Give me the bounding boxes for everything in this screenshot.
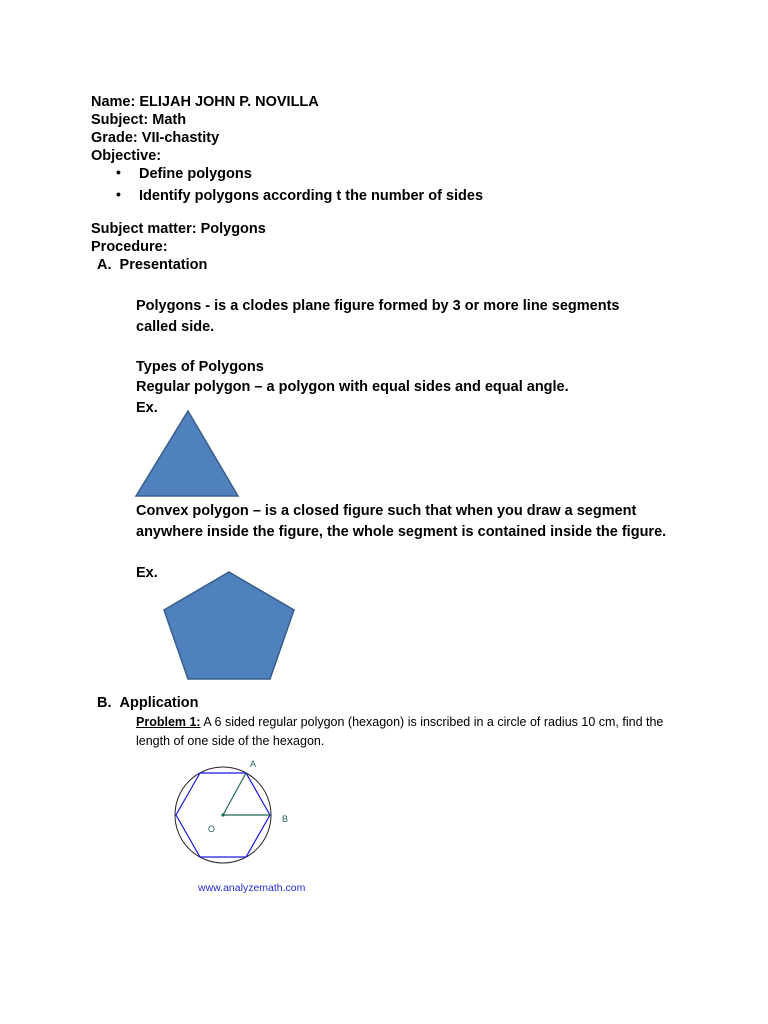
- hexagon-circle-figure: [170, 756, 300, 871]
- bullet-icon: •: [116, 186, 121, 202]
- polygon-definition: Polygons - is a clodes plane figure formed by 3 or more line segments called side.: [136, 298, 620, 335]
- bullet-icon: •: [116, 164, 121, 180]
- point-a-label: A: [250, 759, 257, 769]
- example-label-1: Ex.: [136, 400, 158, 416]
- problem-label: Problem 1:: [136, 715, 201, 729]
- problem-text: A 6 sided regular polygon (hexagon) is inscribed in a circle of radius 10 cm, find the length of one side of the hexagon.: [136, 715, 664, 748]
- subject-line: [91, 111, 186, 129]
- types-heading: Types of Polygons: [136, 359, 264, 375]
- section-a-title: Presentation: [119, 257, 208, 273]
- grade-label: Grade:: [91, 130, 138, 146]
- subject-value: Math: [152, 112, 187, 128]
- section-b-heading: [97, 694, 198, 712]
- section-b-marker: B.: [97, 695, 112, 711]
- problem-1: [136, 713, 681, 751]
- point-o-label: O: [208, 824, 216, 834]
- grade-value: VII-chastity: [141, 130, 220, 146]
- section-a-marker: A.: [97, 257, 112, 273]
- objective-label: Objective:: [91, 148, 162, 164]
- convex-polygon-definition: Convex polygon – is a closed figure such that when you draw a segment anywhere inside the figure, the whole segment is contained inside the figure.: [136, 503, 667, 540]
- section-a-heading: [97, 256, 207, 274]
- subject-matter: Subject matter: Polygons: [91, 221, 266, 237]
- name-value: ELIJAH JOHN P. NOVILLA: [139, 94, 319, 110]
- pentagon-shape: [161, 570, 297, 682]
- watermark-link: www.analyzemath.com: [198, 882, 306, 894]
- name-label: Name:: [91, 94, 136, 110]
- objective-item: Define polygons: [139, 166, 252, 182]
- grade-line: [91, 129, 219, 147]
- procedure-label: Procedure:: [91, 239, 168, 255]
- name-line: [91, 93, 319, 111]
- example-label-2: Ex.: [136, 565, 158, 581]
- point-b-label: B: [282, 814, 289, 824]
- triangle-shape: [134, 409, 242, 499]
- regular-polygon-definition: Regular polygon – a polygon with equal sides and equal angle.: [136, 379, 569, 395]
- section-b-title: Application: [119, 695, 199, 711]
- objective-item: Identify polygons according t the number of sides: [139, 188, 484, 204]
- subject-label: Subject:: [91, 112, 149, 128]
